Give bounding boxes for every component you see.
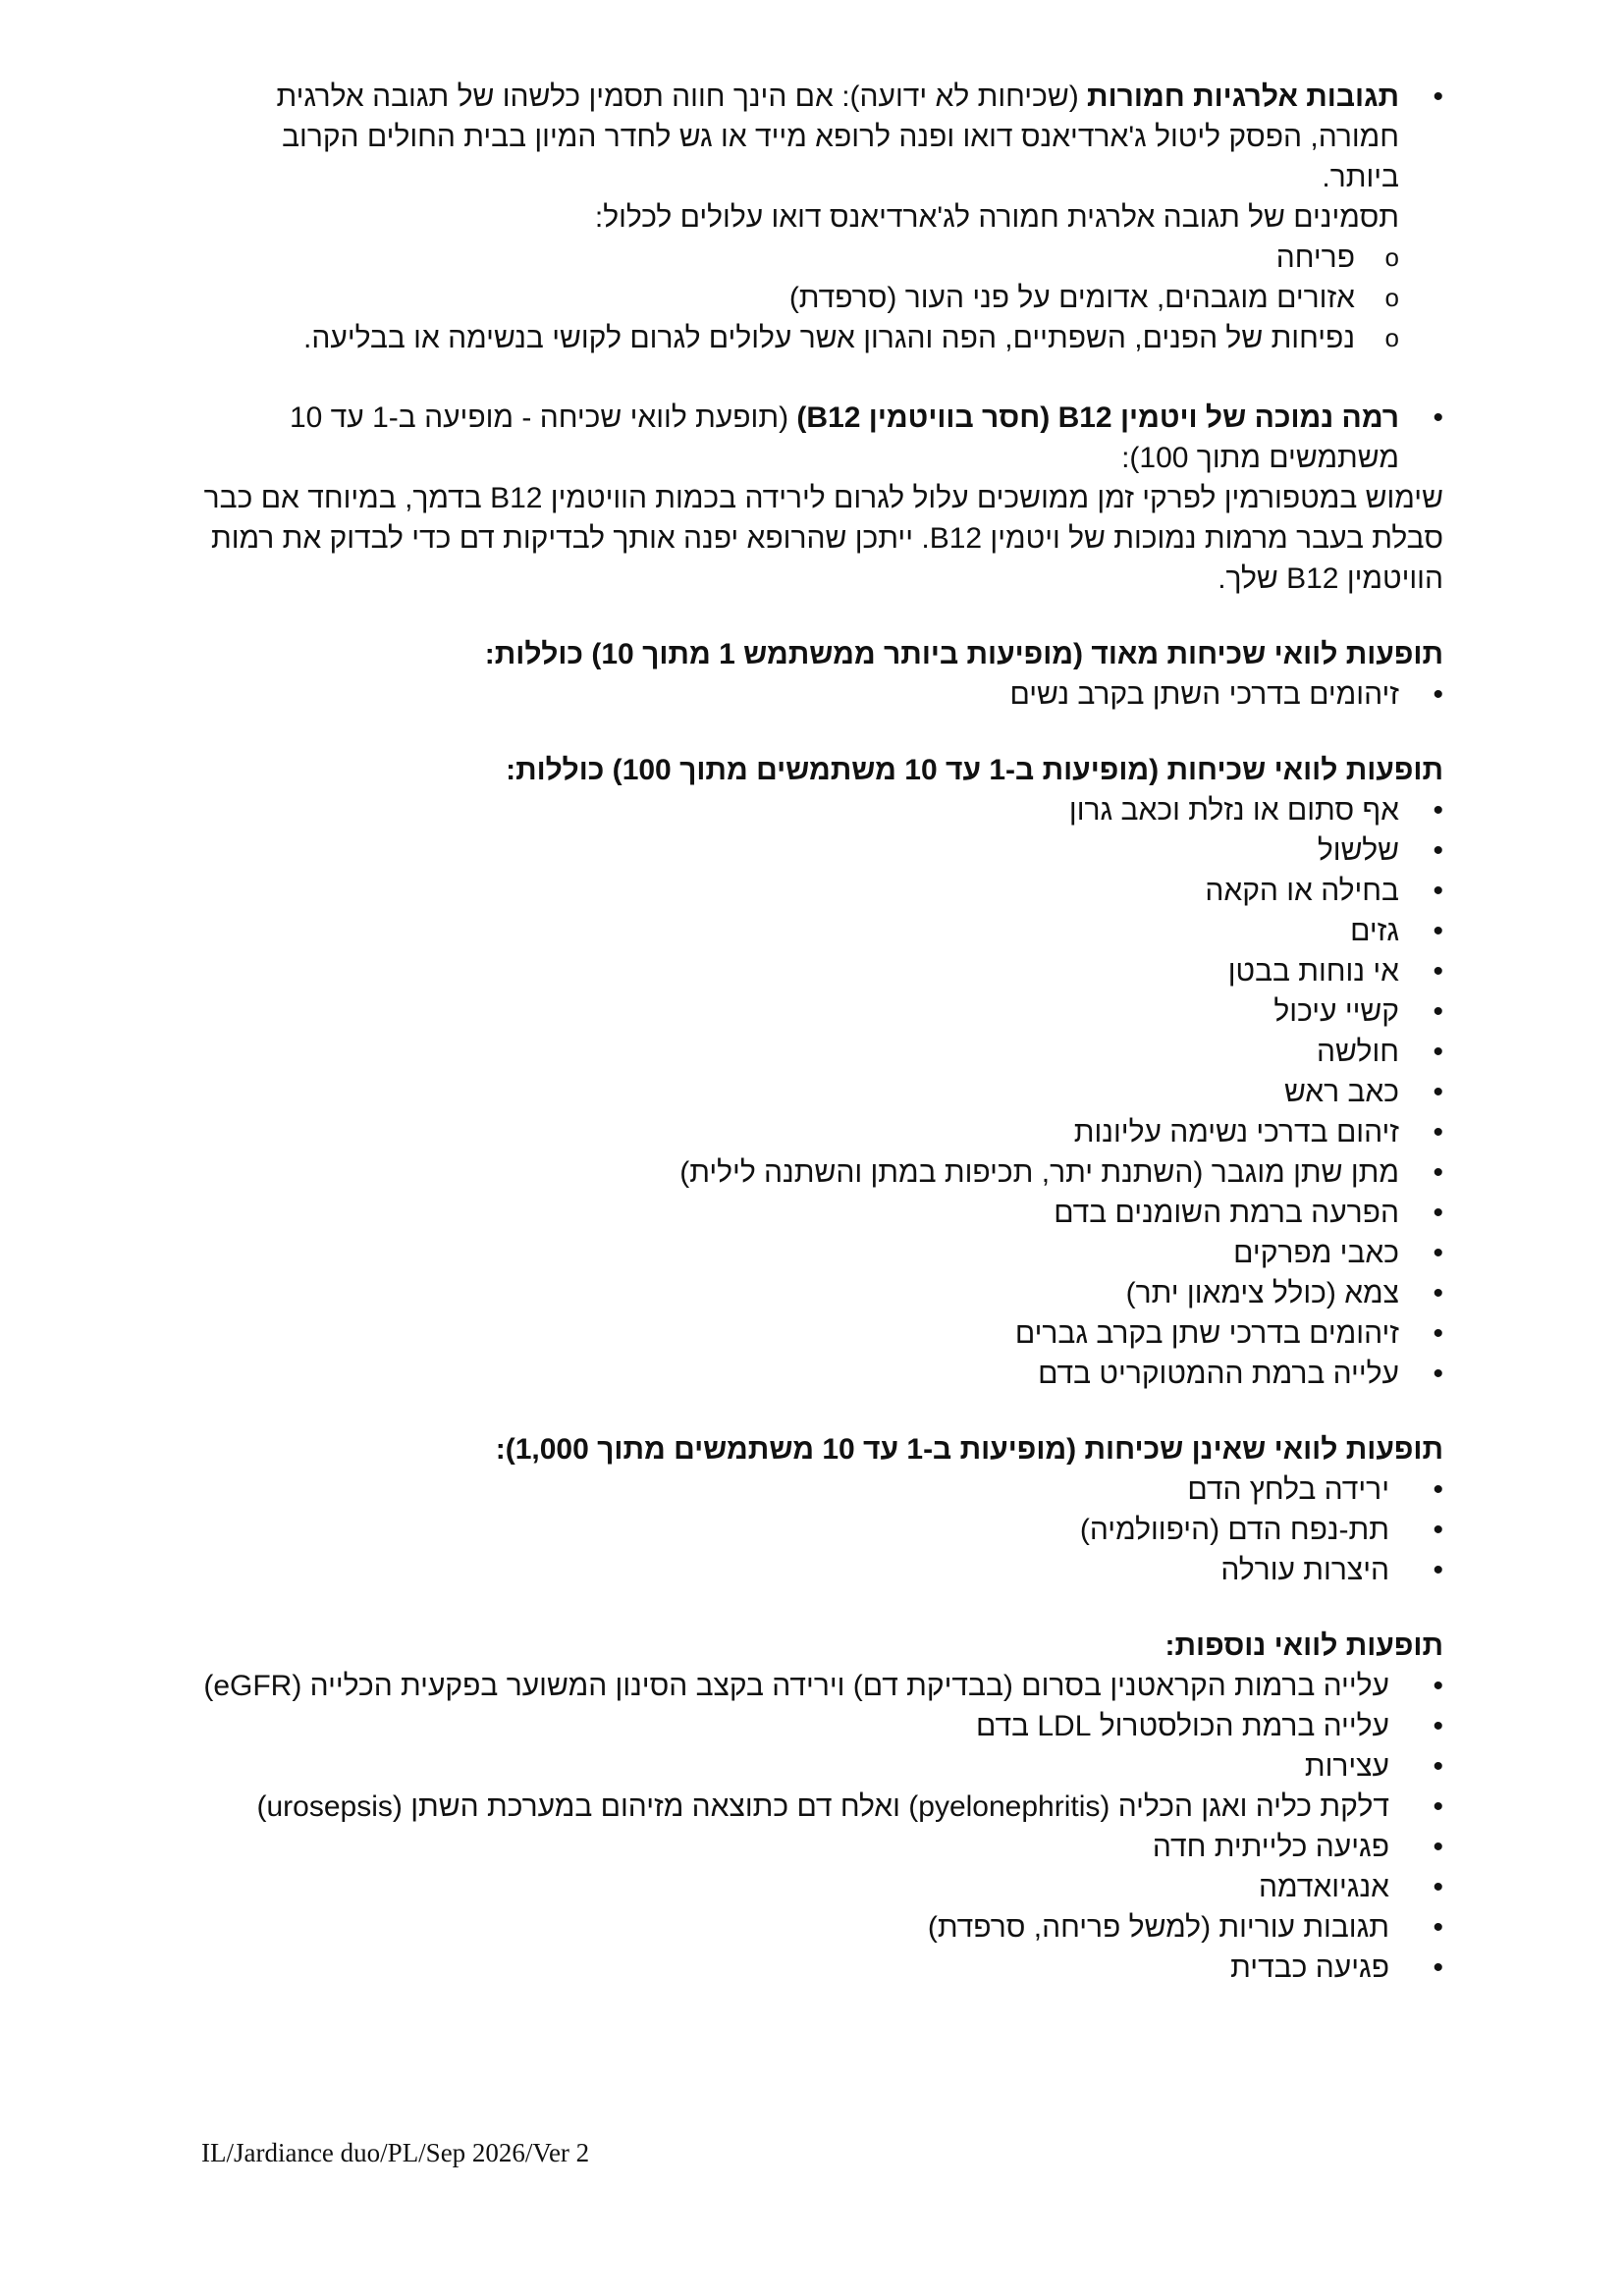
list-item: • מתן שתן מוגבר (השתנת יתר, תכיפות במתן והשתנה לילית) — [201, 1152, 1443, 1193]
list-item: • עלייה ברמת הכולסטרול LDL בדם — [201, 1706, 1443, 1746]
b12-text: (תופעת לוואי שכיחה - מופיעה ב-1 עד 10 משתמשים מתוך 100): — [289, 401, 1399, 474]
list-item: • צמא (כולל צימאון יתר) — [201, 1273, 1443, 1313]
list-item: • פגיעה כבדית — [201, 1948, 1443, 1988]
allergy-text: (שכיחות לא ידועה): אם הינך חווה תסמין כלשהו של תגובה אלרגית חמורה, הפסק ליטול ג'ארדיאנס דואו ופנה לרופא מייד או גש לחדר המיון בבית החולים הקרוב ביותר. — [276, 80, 1399, 193]
list-item: • גזים — [201, 911, 1443, 951]
list-item: • תגובות עוריות (למשל פריחה, סרפדת) — [201, 1907, 1443, 1948]
additional-list — [201, 1666, 1443, 1988]
list-item: • כאבי מפרקים — [201, 1233, 1443, 1273]
b12-title: רמה נמוכה של ויטמין B12 (חסר בוויטמין B12) — [796, 401, 1399, 434]
list-item: • היצרות עורלה — [201, 1550, 1443, 1590]
list-item: • בחילה או הקאה — [201, 871, 1443, 911]
top-list — [201, 77, 1443, 599]
list-item: • עצירות — [201, 1746, 1443, 1787]
list-item: o פריחה — [201, 238, 1399, 278]
list-item: • תת-נפח הדם (היפוולמיה) — [201, 1510, 1443, 1550]
b12-item — [201, 398, 1443, 599]
allergy-symptom-list — [201, 238, 1399, 358]
document-body — [201, 77, 1443, 1988]
list-item: • ירידה בלחץ הדם — [201, 1469, 1443, 1510]
list-item: • חולשה — [201, 1032, 1443, 1072]
allergy-title: תגובות אלרגיות חמורות — [1087, 80, 1399, 113]
additional-heading: תופעות לוואי נוספות: — [1164, 1629, 1443, 1662]
common-heading: תופעות לוואי שכיחות (מופיעות ב-1 עד 10 משתמשים מתוך 100) כוללות: — [506, 754, 1443, 786]
list-item: • כאב ראש — [201, 1072, 1443, 1112]
list-item: • אי נוחות בבטן — [201, 951, 1443, 991]
common-list — [201, 790, 1443, 1394]
list-item: • עלייה ברמות הקראטנין בסרום (בבדיקת דם) וירידה בקצב הסינון המשוער בפקעית הכלייה (eGFR) — [201, 1666, 1443, 1706]
allergy-item — [201, 77, 1443, 358]
list-item: • עלייה ברמת ההמטוקריט בדם — [201, 1354, 1443, 1394]
list-item: • קשיי עיכול — [201, 991, 1443, 1032]
list-item: • זיהום בדרכי נשימה עליונות — [201, 1112, 1443, 1152]
list-item: • אנגיואדמה — [201, 1867, 1443, 1907]
list-item: • שלשול — [201, 830, 1443, 871]
list-item: o נפיחות של הפנים, השפתיים, הפה והגרון אשר עלולים לגרום לקושי בנשימה או בבליעה. — [201, 318, 1399, 358]
list-item: • פגיעה כלייתית חדה — [201, 1827, 1443, 1867]
uncommon-heading: תופעות לוואי שאינן שכיחות (מופיעות ב-1 עד 10 משתמשים מתוך 1,000): — [495, 1433, 1443, 1466]
list-item: • זיהומים בדרכי השתן בקרב נשים — [201, 674, 1443, 715]
very-common-list — [201, 674, 1443, 715]
list-item: • זיהומים בדרכי שתן בקרב גברים — [201, 1313, 1443, 1354]
uncommon-list — [201, 1469, 1443, 1590]
document-footer: IL/Jardiance duo/PL/Sep 2026/Ver 2 — [201, 2138, 590, 2167]
list-item: • הפרעה ברמת השומנים בדם — [201, 1193, 1443, 1233]
b12-paragraph — [201, 398, 1399, 478]
list-item: • אף סתום או נזלת וכאב גרון — [201, 790, 1443, 830]
allergy-paragraph — [201, 77, 1399, 197]
very-common-heading: תופעות לוואי שכיחות מאוד (מופיעות ביותר ממשתמש 1 מתוך 10) כוללות: — [484, 638, 1443, 670]
list-item: • דלקת כליה ואגן הכליה (pyelonephritis) ואלח דם כתוצאה מזיהום במערכת השתן (urosepsis) — [201, 1787, 1443, 1827]
allergy-symptoms-intro: תסמינים של תגובה אלרגית חמורה לג'ארדיאנס דואו עלולים לכלול: — [594, 201, 1399, 234]
b12-body: שימוש במטפורמין לפרקי זמן ממושכים עלול לגרום לירידה בכמות הוויטמין B12 בדמך, במיוחד אם כבר סבלת בעבר מרמות נמוכות של ויטמין B12. ייתכן שהרופא יפנה אותך לבדיקות דם כדי לבדוק את רמות הוויטמין B12 שלך. — [203, 482, 1443, 595]
list-item: o אזורים מוגבהים, אדומים על פני העור (סרפדת) — [201, 278, 1399, 318]
